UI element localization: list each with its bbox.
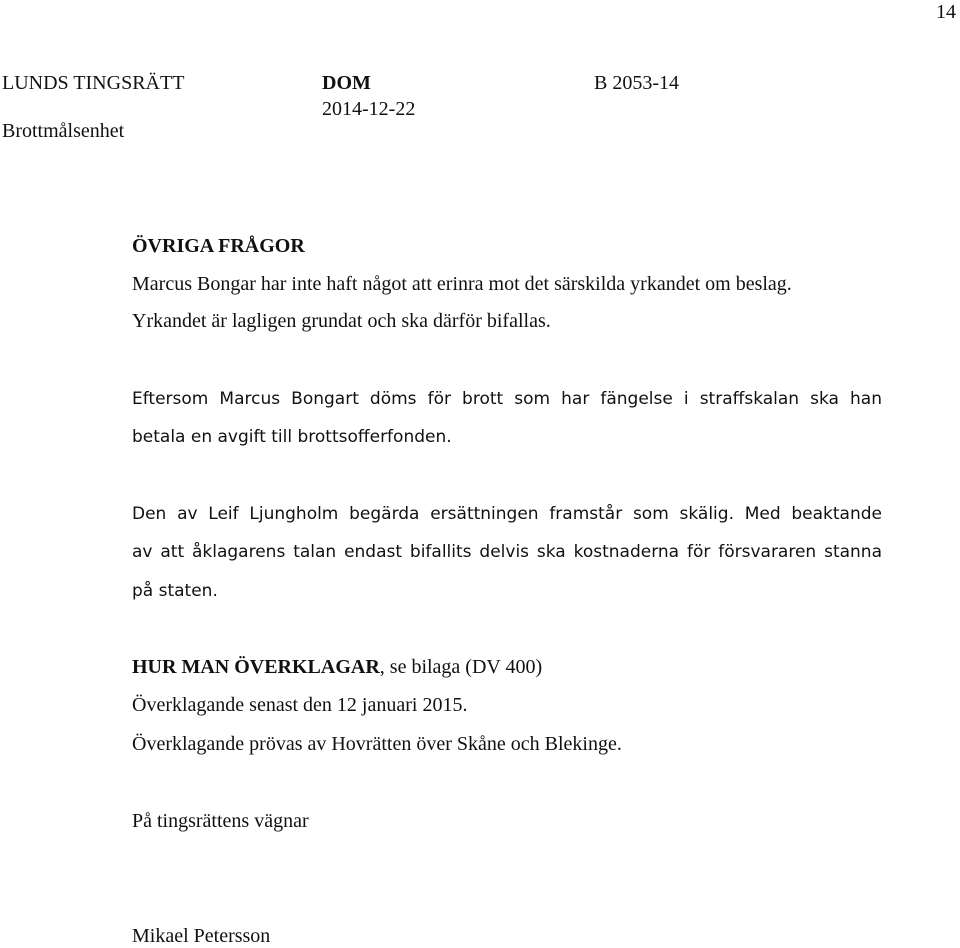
signature-intro: På tingsrättens vägnar [132,810,309,832]
paragraph-line: Marcus Bongar har inte haft något att erinra mot det särskilda yrkandet om beslag. [132,273,792,295]
appeal-court: Överklagande prövas av Hovrätten över Skåne och Blekinge. [132,733,622,755]
appeal-heading-suffix: , se bilaga (DV 400) [379,656,543,678]
appeal-deadline: Överklagande senast den 12 januari 2015. [132,694,468,716]
paragraph-line: på staten. [132,581,218,601]
paragraph-line: av att åklagarens talan endast bifallits delvis ska kostnaderna för försvararen stanna [132,542,882,562]
case-number: B 2053-14 [594,72,679,94]
paragraph-line: Eftersom Marcus Bongart döms för brott som har fängelse i straffskalan ska han [132,389,882,409]
paragraph-line: Den av Leif Ljungholm begärda ersättningen framstår som skälig. Med beaktande [132,504,882,524]
paragraph-line: betala en avgift till brottsofferfonden. [132,427,452,447]
court-name: LUNDS TINGSRÄTT [2,72,185,94]
appeal-heading: HUR MAN ÖVERKLAGAR [132,656,380,678]
appeal-heading-line [132,656,542,679]
page-number: 14 [936,1,956,23]
court-unit: Brottmålsenhet [2,120,125,142]
document-date: 2014-12-22 [322,98,416,120]
paragraph-line: Yrkandet är lagligen grundat och ska därför bifallas. [132,310,551,332]
section-heading: ÖVRIGA FRÅGOR [132,235,305,257]
signature-name: Mikael Petersson [132,925,271,947]
document-type: DOM [322,72,371,94]
